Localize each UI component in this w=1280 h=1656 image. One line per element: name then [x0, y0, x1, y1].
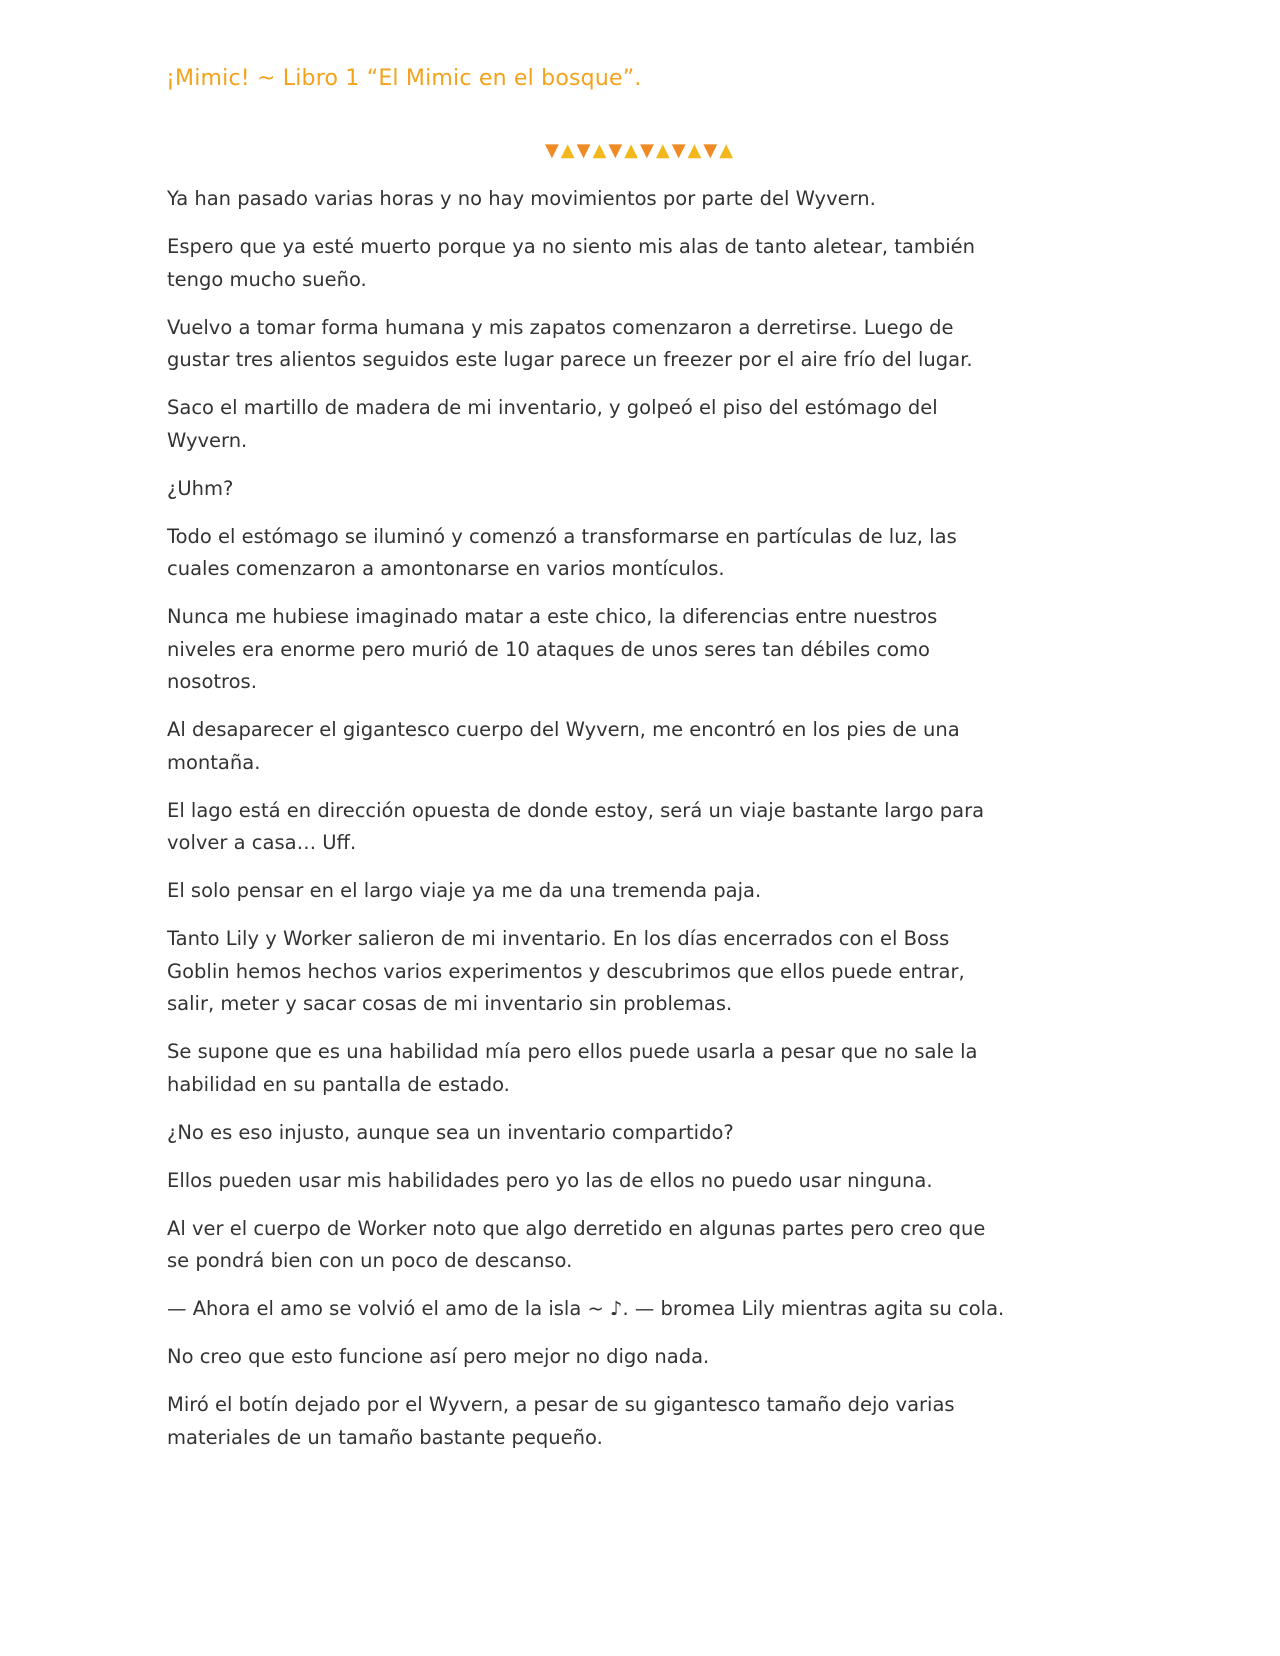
paragraph: Al ver el cuerpo de Worker noto que algo derretido en algunas partes pero creo que se pondrá bien con un poco de descanso.: [167, 1216, 986, 1272]
paragraph: El solo pensar en el largo viaje ya me da una tremenda paja.: [167, 879, 762, 902]
paragraph: Tanto Lily y Worker salieron de mi inventario. En los días encerrados con el Boss Goblin hemos hechos varios experimentos y descubrimos que ellos puede entrar, salir, meter y sacar cosas de mi inventario sin problemas.: [167, 927, 965, 1015]
triangle-up-icon: ▲: [719, 140, 736, 161]
triangle-down-icon: ▼: [671, 140, 688, 161]
section-divider-ornament: [0, 140, 1280, 162]
paragraph: Al desaparecer el gigantesco cuerpo del Wyvern, me encontró en los pies de una montaña.: [167, 718, 960, 774]
triangle-up-icon: ▲: [624, 140, 640, 161]
paragraph: Ellos pueden usar mis habilidades pero yo las de ellos no puedo usar ninguna.: [167, 1168, 933, 1192]
paragraph: ¿No es eso injusto, aunque sea un inventario compartido?: [167, 1120, 734, 1144]
paragraph: Miró el botín dejado por el Wyvern, a pesar de su gigantesco tamaño dejo varias materiales de un tamaño bastante pequeño.: [167, 1393, 955, 1449]
paragraph: No creo que esto funcione así pero mejor no digo nada.: [167, 1345, 710, 1368]
paragraph: Espero que ya esté muerto porque ya no siento mis alas de tanto aletear, también tengo mucho sueño.: [167, 235, 975, 291]
triangle-down-icon: ▼: [576, 140, 593, 161]
triangle-up-icon: ▲: [655, 140, 672, 161]
paragraph: Nunca me hubiese imaginado matar a este chico, la diferencias entre nuestros niveles era enorme pero murió de 10 ataques de unos seres tan débiles como nosotros.: [167, 605, 938, 693]
paragraph: Se supone que es una habilidad mía pero ellos puede usarla a pesar que no sale la habilidad en su pantalla de estado.: [167, 1040, 978, 1096]
triangle-down-icon: ▼: [640, 140, 656, 161]
paragraph: Vuelvo a tomar forma humana y mis zapatos comenzaron a derretirse. Luego de gustar tres alientos seguidos este lugar parece un freezer por el aire frío del lugar.: [167, 315, 973, 371]
paragraph: El lago está en dirección opuesta de donde estoy, será un viaje bastante largo para volver a casa… Uff.: [167, 798, 985, 854]
triangle-up-icon: ▲: [560, 140, 577, 161]
triangle-down-icon: ▼: [544, 140, 561, 161]
triangle-up-icon: ▲: [592, 140, 609, 161]
triangle-down-icon: ▼: [608, 140, 625, 161]
paragraph: Todo el estómago se iluminó y comenzó a transformarse en partículas de luz, las cuales comenzaron a amontonarse en varios montículos.: [167, 524, 957, 580]
dialogue-paragraph: — Ahora el amo se volvió el amo de la isla ~ ♪. — bromea Lily mientras agita su cola.: [167, 1297, 1005, 1320]
triangle-down-icon: ▼: [703, 140, 720, 161]
paragraph: Saco el martillo de madera de mi inventario, y golpeó el piso del estómago del Wyvern.: [167, 396, 938, 452]
body-text: [167, 183, 1007, 1470]
paragraph: ¿Uhm?: [167, 476, 234, 500]
running-header-title: ¡Mimic! ~ Libro 1 “El Mimic en el bosque”.: [166, 66, 642, 91]
paragraph: Ya han pasado varias horas y no hay movimientos por parte del Wyvern.: [167, 187, 876, 210]
triangle-up-icon: ▲: [687, 140, 704, 161]
